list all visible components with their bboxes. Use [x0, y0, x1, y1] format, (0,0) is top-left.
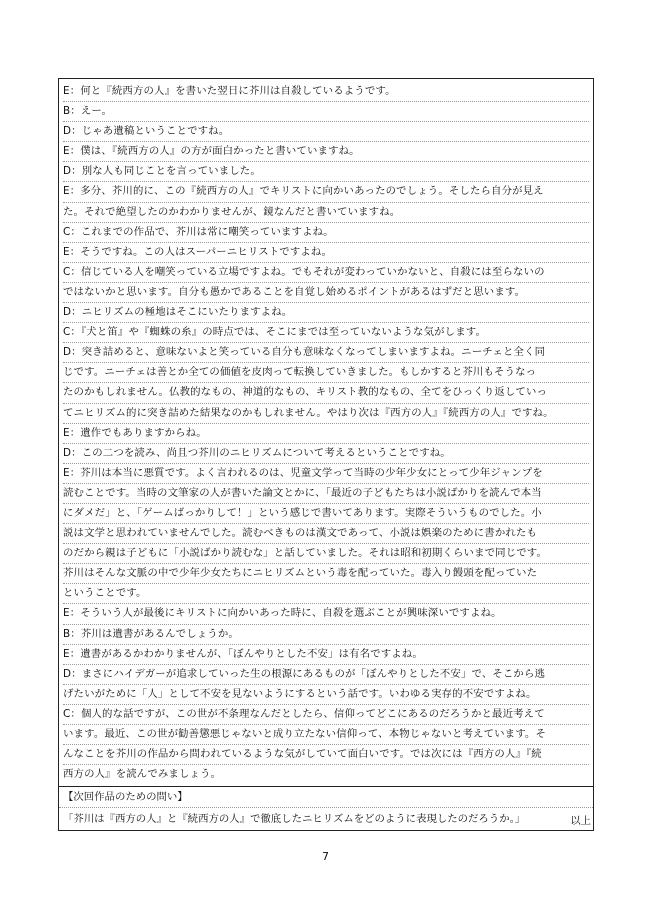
- closing-mark: 以上: [570, 815, 591, 827]
- dialog-line: じです。ニーチェは善とか全ての価値を皮肉って転換していきました。もしかすると芥川もそうなっ: [63, 363, 589, 383]
- dialog-line: E：遺作でもありますからね。: [63, 424, 589, 444]
- dialog-line: 西方の人』を読んでみましょう。: [63, 768, 222, 781]
- next-question-text: 「芥川は『西方の人』と『続西方の人』で徹底したニヒリズムをどのように表現したのだろうか。」: [63, 813, 526, 826]
- dialog-line: D：じゃあ遺稿ということですね。: [63, 122, 589, 142]
- dialog-line: 読むことです。当時の文筆家の人が書いた論文とかに、「最近の子どもたちは小説ばかりを読んで本当: [63, 484, 589, 504]
- dialog-line: E：僕は、『続西方の人』の方が面白かったと書いていますね。: [63, 142, 589, 162]
- dialog-block: [59, 79, 593, 786]
- dialog-line: D：ニヒリズムの極地はそこにいたりますよね。: [63, 303, 589, 323]
- dialog-line: たのかもしれません。仏教的なもの、神道的なもの、キリスト教的なもの、全てをひっくり返していっ: [63, 383, 589, 403]
- dialog-line: C：『犬と笛』や『蜘蛛の糸』の時点では、そこにまでは至っていないような気がします。: [63, 323, 589, 343]
- dialog-line: D：突き詰めると、意味ないよと笑っている自分も意味なくなってしまいますよね。ニーチェと全く同: [63, 343, 589, 363]
- dialog-line: E：何と『続西方の人』を書いた翌日に芥川は自殺しているようです。: [63, 82, 589, 102]
- dialog-line: 説は文学と思われていませんでした。読むべきものは漢文であって、小説は娯楽のために書かれたも: [63, 524, 589, 544]
- discussion-frame: [58, 78, 594, 831]
- dialog-line: D：まさにハイデガーが追求していった生の根源にあるものが「ぼんやりとした不安」で、そこから逃: [63, 665, 589, 685]
- dialog-line: E：芥川は本当に悪質です。よく言われるのは、児童文学って当時の少年少女にとって少年ジャンプを: [63, 464, 589, 484]
- dialog-line: C：これまでの作品で、芥川は常に嘲笑っていますよね。: [63, 223, 589, 243]
- dialog-line: B：えー。: [63, 102, 589, 122]
- dialog-line: います。最近、この世が勧善懲悪じゃないと成り立たない信仰って、本物じゃないと考えています。そ: [63, 725, 589, 745]
- dialog-line: C：信じている人を嘲笑っている立場ですよね。でもそれが変わっていかないと、自殺には至らないの: [63, 263, 589, 283]
- dialog-line: B：芥川は遺書があるんでしょうか。: [63, 625, 589, 645]
- dialog-line: E：多分、芥川的に、この『続西方の人』でキリストに向かいあったのでしょう。そしたら自分が見え: [63, 182, 589, 202]
- dialog-line: C：個人的な話ですが、この世が不条理なんだとしたら、信仰ってどこにあるのだろうかと最近考えて: [63, 705, 589, 725]
- dialog-line: ということです。: [63, 584, 589, 604]
- dialog-line: E：そうですね。この人はスーパーニヒリストですよね。: [63, 243, 589, 263]
- dialog-line: げたいがために「人」として不安を見ないようにするという話です。いわゆる実存的不安ですよね。: [63, 685, 589, 705]
- dialog-line: D：別な人も同じことを言っていました。: [63, 162, 589, 182]
- dialog-line: D：この二つを読み、尚且つ芥川のニヒリズムについて考えるということですね。: [63, 444, 589, 464]
- dialog-line: E：そういう人が最後にキリストに向かいあった時に、自殺を選ぶことが興味深いですよね。: [63, 604, 589, 624]
- dialog-line: んなことを芥川の作品から問われているような気がしていて面白いです。では次には『西方の人』『続: [63, 745, 589, 765]
- dialog-line: 芥川はそんな文脈の中で少年少女たちにニヒリズムという毒を配っていた。毒入り饅頭を配っていた: [63, 564, 589, 584]
- dialog-line: ではないかと思います。自分も愚かであることを自覚し始めるポイントがあるはずだと思います。: [63, 283, 589, 303]
- dialog-line: にダメだ」と、「ゲームばっかりして！」という感じで書いてあります。実際そういうものでした。小: [63, 504, 589, 524]
- page-number: 7: [322, 850, 329, 863]
- next-questions-heading: 【次回作品のための問い】: [59, 786, 593, 808]
- dialog-line: E：遺書があるかわかりませんが、「ぼんやりとした不安」は有名ですよね。: [63, 645, 589, 665]
- dialog-line: てニヒリズム的に突き詰めた結果なのかもしれません。やはり次は『西方の人』『続西方の人』ですね。: [63, 404, 589, 424]
- dialog-line: た。それで絶望したのかわかりませんが、鏡なんだと書いていますね。: [63, 203, 589, 223]
- dialog-line: のだから親は子どもに「小説ばかり読むな」と話していました。それは昭和初期くらいまで同じです。: [63, 544, 589, 564]
